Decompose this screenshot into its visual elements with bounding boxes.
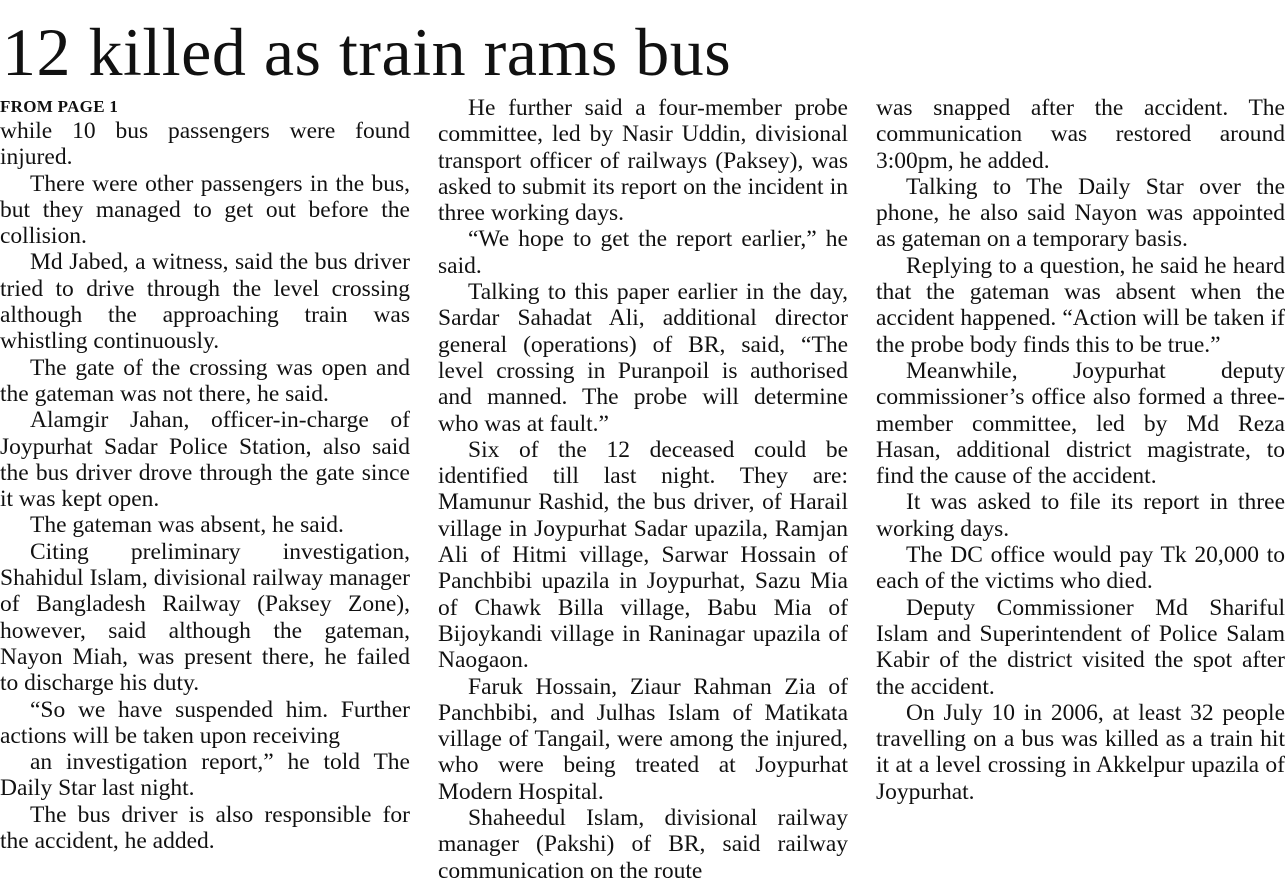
paragraph: while 10 bus passengers were found injured.	[0, 118, 410, 171]
article-column-2	[438, 95, 848, 884]
paragraph: an investigation report,” he told The Daily Star last night.	[0, 749, 410, 802]
paragraph: He further said a four-member probe committee, led by Nasir Uddin, divisional transport officer of railways (Paksey), was asked to submit its report on the incident in three working days.	[438, 95, 848, 227]
paragraph: Replying to a question, he said he heard that the gateman was absent when the accident happened. “Action will be taken if the probe body finds this to be true.”	[876, 252, 1285, 358]
paragraph: Md Jabed, a witness, said the bus driver tried to drive through the level crossing although the approaching train was whistling continuously.	[0, 249, 410, 355]
paragraph: “We hope to get the report earlier,” he said.	[438, 226, 848, 279]
paragraph: On July 10 in 2006, at least 32 people travelling on a bus was killed as a train hit it at a level crossing in Akkelpur upazila of Joypurhat.	[876, 699, 1285, 805]
headline: 12 killed as train rams bus	[2, 14, 732, 90]
paragraph: “So we have suspended him. Further actions will be taken upon receiving	[0, 696, 410, 749]
paragraph: was snapped after the accident. The communication was restored around 3:00pm, he added.	[876, 95, 1285, 174]
paragraph: Faruk Hossain, Ziaur Rahman Zia of Panchbibi, and Julhas Islam of Matikata village of Tangail, were among the injured, who were being treated at Joypurhat Modern Hospital.	[438, 673, 848, 805]
paragraph: Six of the 12 deceased could be identified till last night. They are: Mamunur Rashid, the bus driver, of Harail village in Joypurhat Sadar upazila, Ramjan Ali of Hitmi village, Sarwar Hossain of Panchbibi upazila in Joypurhat, Sazu Mia of Chawk Billa village, Babu Mia of Bijoykandi village in Raninagar upazila of Naogaon.	[438, 436, 848, 674]
paragraph: The gate of the crossing was open and the gateman was not there, he said.	[0, 354, 410, 407]
paragraph: There were other passengers in the bus, but they managed to get out before the collision.	[0, 170, 410, 250]
paragraph: Talking to this paper earlier in the day, Sardar Sahadat Ali, additional director general (operations) of BR, said, “The level crossing in Puranpoil is authorised and manned. The probe will determine who was at fault.”	[438, 279, 848, 437]
paragraph: Deputy Commissioner Md Shariful Islam and Superintendent of Police Salam Kabir of the district visited the spot after the accident.	[876, 594, 1285, 700]
paragraph: It was asked to file its report in three working days.	[876, 489, 1285, 542]
paragraph: The bus driver is also responsible for the accident, he added.	[0, 801, 410, 855]
paragraph: The gateman was absent, he said.	[30, 512, 344, 539]
article-column-1	[0, 95, 410, 854]
article-column-3	[876, 95, 1285, 805]
continuation-kicker: FROM PAGE 1	[0, 97, 119, 116]
paragraph: Shaheedul Islam, divisional railway manager (Pakshi) of BR, said railway communication on the route	[438, 805, 848, 884]
paragraph: Meanwhile, Joypurhat deputy commissioner’s office also formed a three-member committee, led by Md Reza Hasan, additional district magistrate, to find the cause of the accident.	[876, 357, 1285, 490]
paragraph: The DC office would pay Tk 20,000 to each of the victims who died.	[876, 542, 1285, 595]
paragraph: Alamgir Jahan, officer-in-charge of Joypurhat Sadar Police Station, also said the bus driver drove through the gate since it was kept open.	[0, 407, 410, 513]
paragraph: Citing preliminary investigation, Shahidul Islam, divisional railway manager of Bangladesh Railway (Paksey Zone), however, said although the gateman, Nayon Miah, was present there, he failed to discharge his duty.	[0, 538, 410, 697]
paragraph: Talking to The Daily Star over the phone, he also said Nayon was appointed as gateman on a temporary basis.	[876, 173, 1285, 253]
